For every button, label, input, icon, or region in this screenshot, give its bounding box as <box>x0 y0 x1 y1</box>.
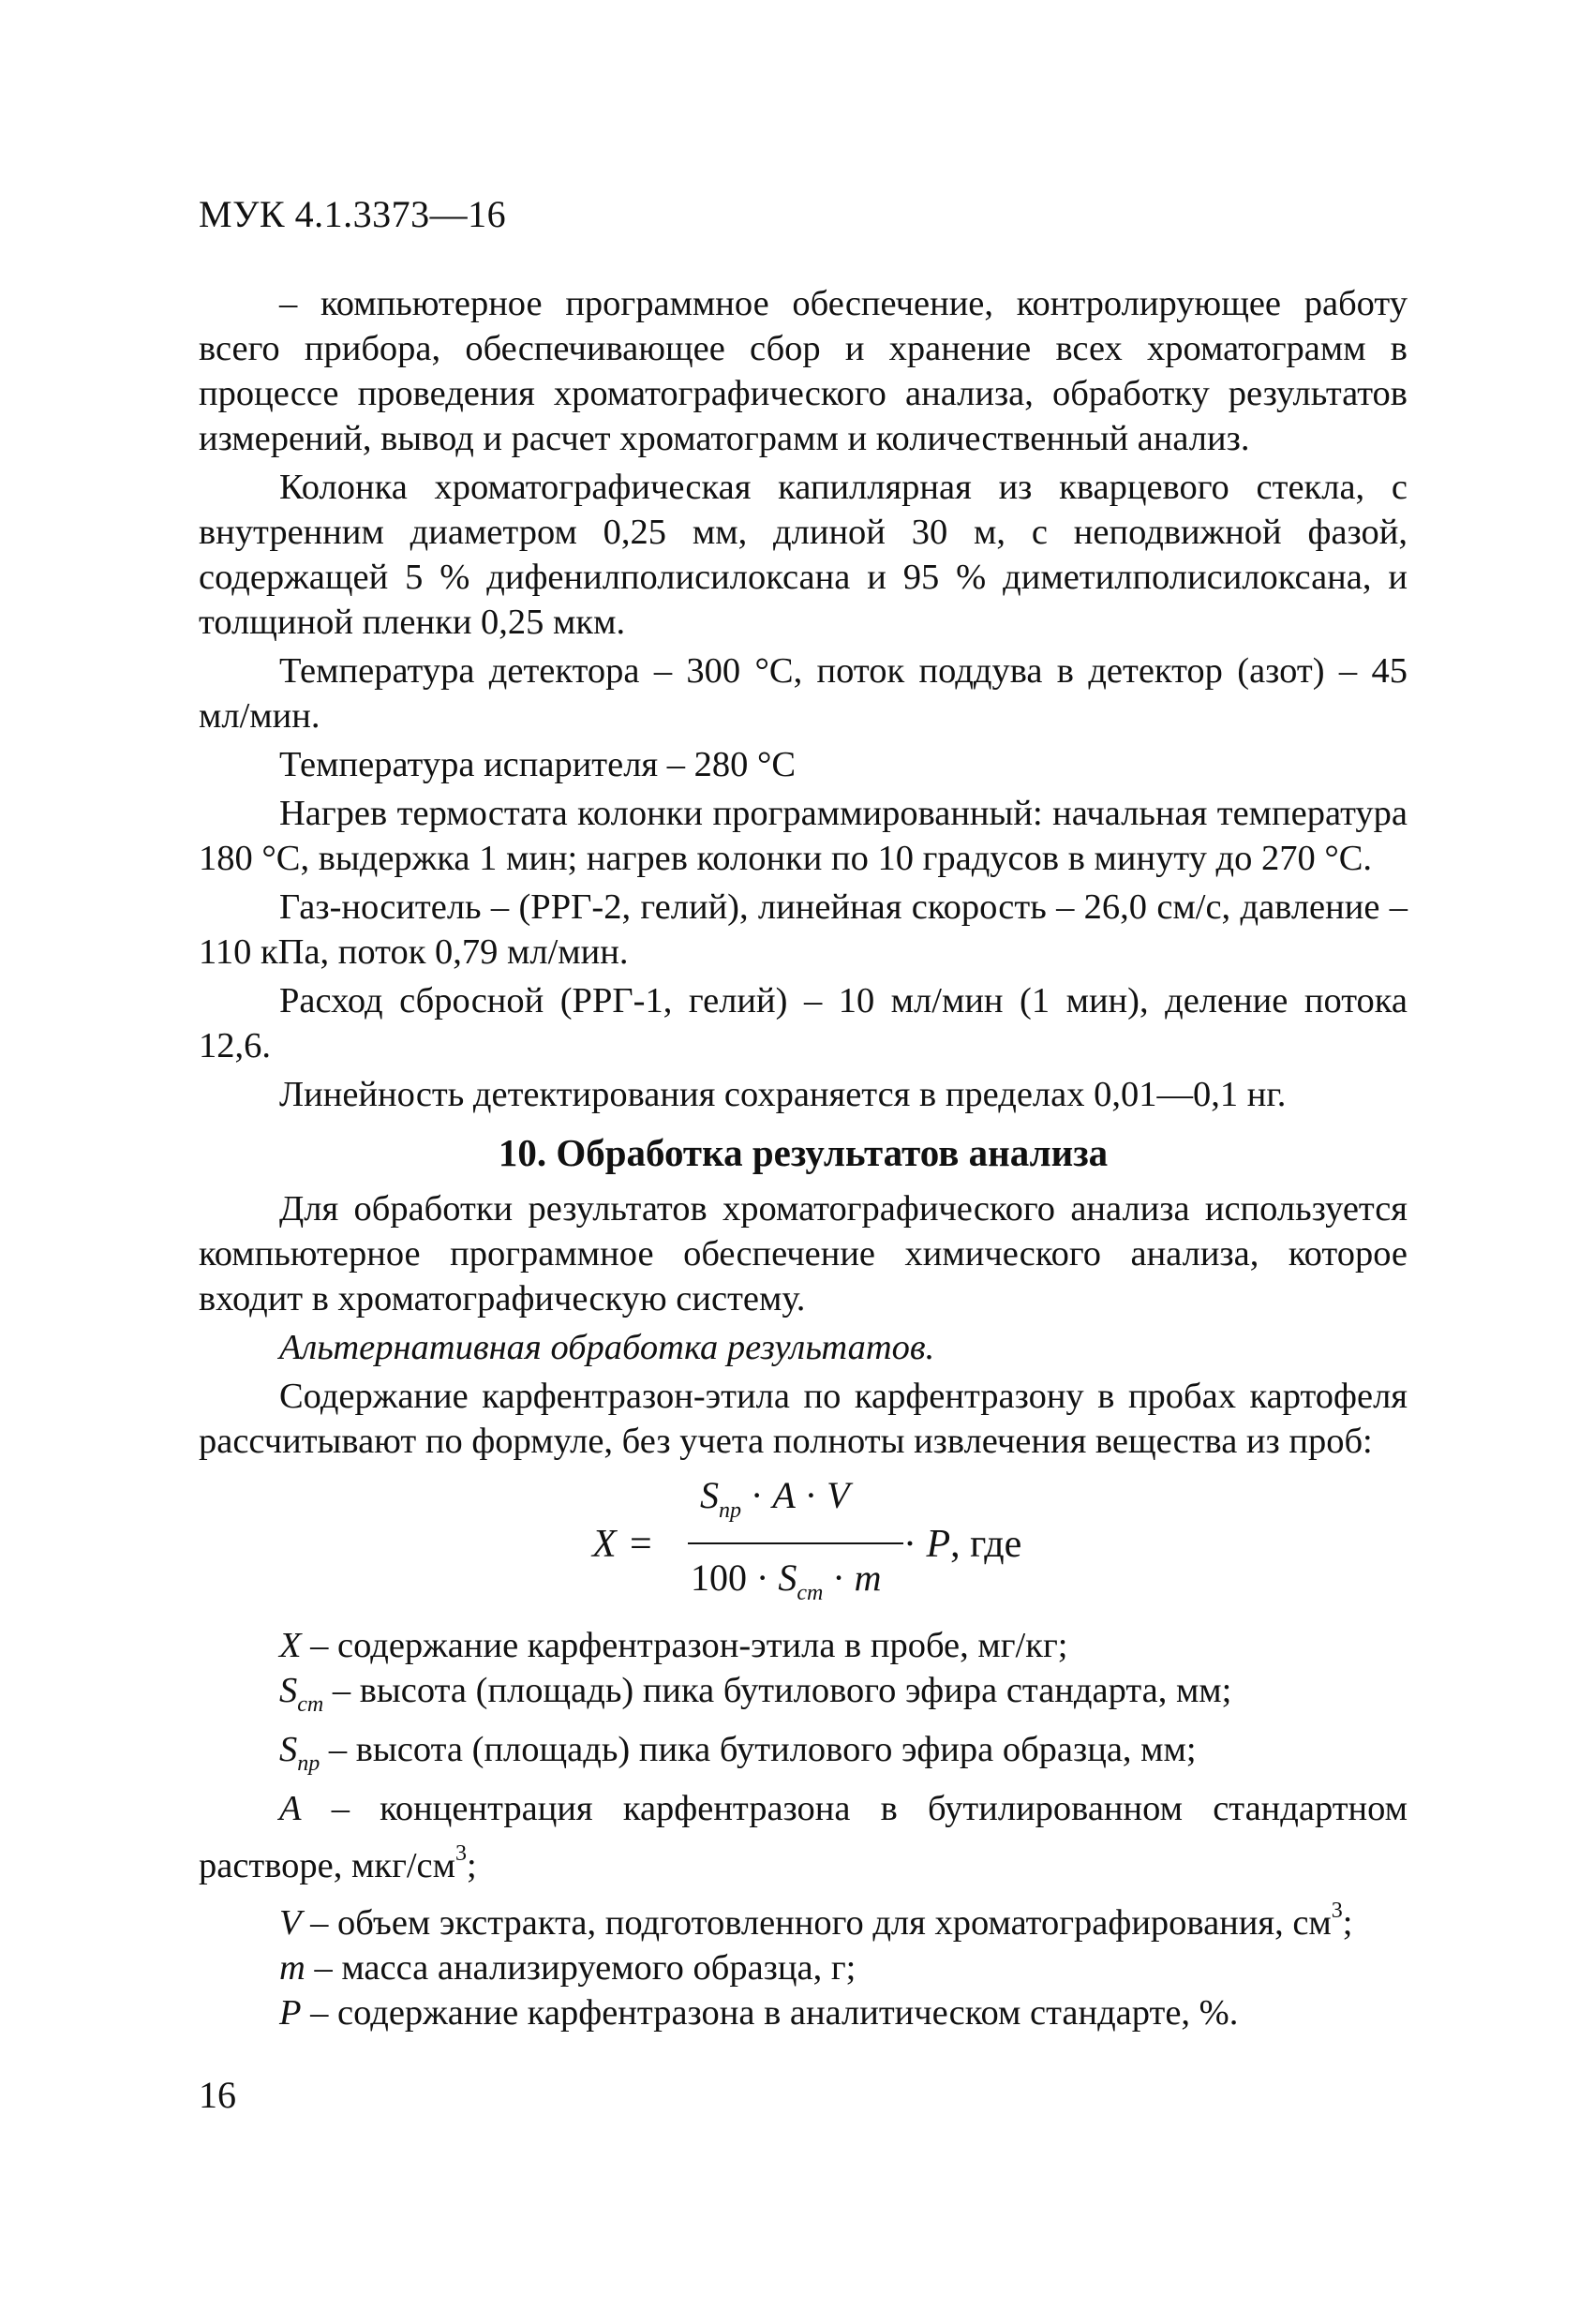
definition-x <box>199 1623 1408 1668</box>
definition-s-standard <box>199 1668 1408 1727</box>
formula-num-s-sub: пр <box>719 1498 741 1523</box>
symbol-s-sample-sub: np <box>297 1751 320 1776</box>
symbol-s-standard: S <box>279 1671 298 1710</box>
formula-dot: · <box>832 1557 845 1599</box>
section-heading: 10. Обработка результатов анализа <box>498 1131 1109 1174</box>
formula-dot: · <box>751 1474 764 1516</box>
definition-m <box>199 1945 1408 1990</box>
formula-equals: = <box>630 1523 652 1566</box>
formula-den-m: m <box>854 1557 882 1599</box>
definition-s-standard-text: – высота (площадь) пика бутилового эфира стандарта, мм; <box>332 1671 1232 1710</box>
formula-dot: · <box>903 1523 916 1566</box>
symbol-p: P <box>279 1993 302 2033</box>
paragraph-linearity: Линейность детектирования сохраняется в пределах 0,01—0,1 нг. <box>279 1075 1287 1114</box>
symbol-v: V <box>279 1903 302 1943</box>
paragraph-alternative-processing: Альтернативная обработка результатов. <box>279 1328 935 1367</box>
formula-num-a: A <box>772 1474 796 1516</box>
formula-den-s-sub: ст <box>797 1581 824 1605</box>
paragraph-thermostat-heating: Нагрев термостата колонки программированный: начальная температура 180 °C, выдержка 1 мин; нагрев колонки по 10 градусов в минуту до 270 °C. <box>199 794 1408 878</box>
definition-x-text: – содержание карфентразон-этила в пробе, мг/кг; <box>310 1626 1068 1665</box>
definition-s-sample-text: – высота (площадь) пика бутилового эфира образца, мм; <box>328 1730 1197 1769</box>
formula-tail-text: , где <box>950 1523 1022 1566</box>
paragraph-split-flow: Расход сбросной (РРГ-1, гелий) – 10 мл/мин (1 мин), деление потока 12,6. <box>199 981 1408 1065</box>
definition-v-sup: 3 <box>1331 1899 1343 1923</box>
variable-definitions <box>199 1623 1408 2035</box>
definition-p-text: – содержание карфентразона в аналитическом стандарте, %. <box>310 1993 1239 2033</box>
definition-a <box>199 1786 1408 1888</box>
formula-numerator <box>700 1473 850 1533</box>
paragraph-calculation-intro: Содержание карфентразон-этила по карфентразону в пробах картофеля рассчитывают по формуле, без учета полноты извлечения вещества из проб: <box>199 1377 1408 1461</box>
formula-dot: · <box>756 1557 769 1599</box>
definition-v <box>199 1888 1408 1945</box>
formula-tail <box>903 1522 1021 1567</box>
page-content <box>199 281 1408 2035</box>
definition-v-text: – объем экстракта, подготовленного для хроматографирования, см <box>310 1903 1332 1943</box>
definition-s-sample <box>199 1727 1408 1786</box>
formula-lhs: X <box>592 1523 617 1566</box>
formula-dot: · <box>804 1474 818 1516</box>
formula-block <box>199 1473 1408 1619</box>
symbol-s-sample: S <box>279 1730 298 1769</box>
paragraph-carrier-gas: Газ-носитель – (РРГ-2, гелий), линейная скорость – 26,0 см/с, давление – 110 кПа, поток 0,79 мл/мин. <box>199 887 1408 972</box>
formula <box>592 1473 1117 1619</box>
document-code-header: МУК 4.1.3373—16 <box>199 193 507 235</box>
paragraph-evaporator-temperature: Температура испарителя – 280 °C <box>279 745 797 784</box>
symbol-s-standard-sub: cm <box>297 1692 324 1717</box>
definition-p <box>199 1990 1408 2035</box>
paragraph-column: Колонка хроматографическая капиллярная из кварцевого стекла, с внутренним диаметром 0,25 мм, длиной 30 м, с неподвижной фазой, содержащей 5 % дифенилполисилоксана и 95 % диметилполисилоксана, и толщиной пленки 0,25 мкм. <box>199 468 1408 642</box>
formula-fraction-bar <box>688 1542 903 1544</box>
definition-a-end: ; <box>467 1846 477 1885</box>
formula-den-s: S <box>778 1557 797 1599</box>
formula-denominator <box>691 1556 882 1616</box>
paragraph-detector-temperature: Температура детектора – 300 °C, поток поддува в детектор (азот) – 45 мл/мин. <box>199 651 1408 736</box>
symbol-a: A <box>279 1789 302 1828</box>
symbol-m: m <box>279 1948 305 1988</box>
paragraph-software: – компьютерное программное обеспечение, контролирующее работу всего прибора, обеспечивающее сбор и хранение всех хроматограмм в процессе проведения хроматографического анализа, обработку результатов измерений, вывод и расчет хроматограмм и количественный анализ. <box>199 284 1408 458</box>
formula-num-v: V <box>827 1474 850 1516</box>
definition-a-text: – концентрация карфентразона в бутилированном стандартном растворе, мкг/см <box>199 1789 1408 1885</box>
formula-tail-p: P <box>926 1523 951 1566</box>
formula-den-coef: 100 <box>691 1557 747 1599</box>
page-number: 16 <box>199 2074 236 2116</box>
definition-m-text: – масса анализируемого образца, г; <box>314 1948 857 1988</box>
paragraph-processing: Для обработки результатов хроматографического анализа используется компьютерное программное обеспечение химического анализа, которое входит в хроматографическую систему. <box>199 1189 1408 1318</box>
formula-num-s: S <box>700 1474 719 1516</box>
symbol-x: X <box>279 1626 302 1665</box>
definition-v-end: ; <box>1342 1903 1353 1943</box>
definition-a-sup: 3 <box>455 1841 468 1866</box>
